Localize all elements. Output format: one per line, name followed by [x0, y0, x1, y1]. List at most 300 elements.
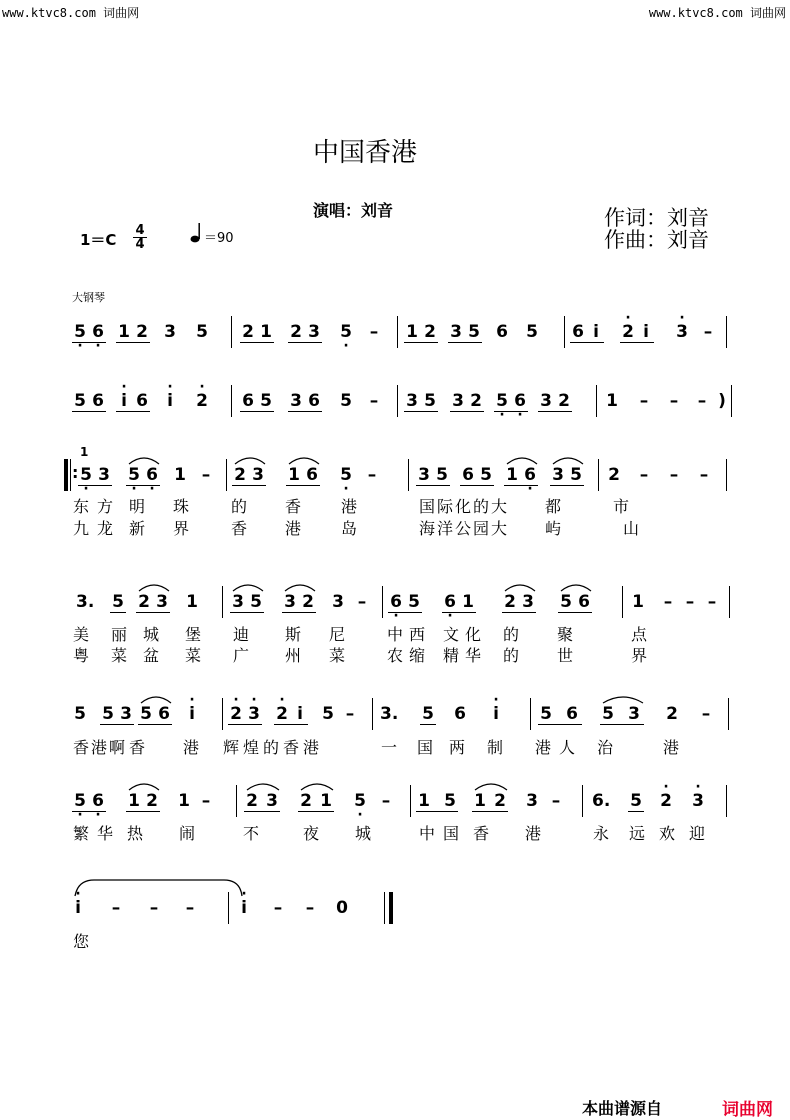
- lyric-char: 斯: [285, 625, 302, 644]
- key-signature: 1＝C: [80, 231, 117, 249]
- note: · i: [162, 391, 178, 411]
- note: 3: [552, 465, 564, 485]
- lyric-char: 香: [285, 497, 302, 516]
- eighth-beam: [136, 612, 170, 613]
- eighth-beam: [126, 811, 160, 812]
- slur-mark: [140, 694, 172, 704]
- note: –: [305, 898, 315, 918]
- note: 3: [540, 391, 552, 411]
- note: –: [357, 592, 367, 612]
- barline: [384, 892, 385, 924]
- note: 2: [234, 465, 246, 485]
- lyric-char: 两: [449, 738, 466, 757]
- lyric-char: 人: [559, 738, 576, 757]
- lyric-char: 夜: [303, 824, 320, 843]
- lyric-char: 化: [465, 625, 482, 644]
- note: 2: [558, 391, 570, 411]
- lyric-char: 聚: [557, 625, 574, 644]
- eighth-beam: [244, 811, 280, 812]
- lyric-char: 山: [623, 519, 640, 538]
- lyric-char: 珠: [173, 497, 190, 516]
- note: 2: [494, 791, 506, 811]
- lyric-char: 丽: [111, 625, 128, 644]
- note: 6 ·: [144, 465, 160, 485]
- barline: [598, 459, 599, 491]
- lyric-char: 华: [465, 646, 482, 665]
- note: 3: [120, 704, 132, 724]
- lyric-char: 国: [417, 738, 434, 757]
- lyric-char: 国: [443, 824, 460, 843]
- note: 1: [118, 322, 130, 342]
- barline: [222, 698, 223, 730]
- lyric-char: 港: [525, 824, 542, 843]
- note: 1: [406, 322, 418, 342]
- lyric-char: 尼: [329, 625, 346, 644]
- eighth-beam: [138, 724, 172, 725]
- lyric-char: 港: [535, 738, 552, 757]
- note: –: [273, 898, 283, 918]
- eighth-beam: [240, 411, 274, 412]
- note: 5: [570, 465, 582, 485]
- lyric-char: 您: [73, 932, 90, 951]
- tie-mark: [74, 878, 244, 898]
- eighth-beam: [230, 612, 264, 613]
- barline: [226, 459, 227, 491]
- note: 6: [572, 322, 584, 342]
- barline: [731, 385, 732, 417]
- lyric-char: 广: [233, 646, 250, 665]
- lyric-char: 园: [473, 519, 490, 538]
- lyric-char: 煌: [243, 738, 260, 757]
- note: 1: [288, 465, 300, 485]
- lyric-char: 点: [631, 625, 648, 644]
- note: 3: [452, 391, 464, 411]
- note: 3: [522, 592, 534, 612]
- barline: [231, 316, 232, 348]
- note: i: [643, 322, 649, 342]
- staff-row-5: [70, 704, 735, 744]
- note: 5: [260, 391, 272, 411]
- lyric-char: 州: [285, 646, 302, 665]
- barline: [596, 385, 597, 417]
- note: 1: [474, 791, 486, 811]
- lyric-char: 西: [409, 625, 426, 644]
- lyric-char: 公: [455, 519, 472, 538]
- slur-mark: [560, 582, 592, 592]
- staff-row-1: [70, 322, 735, 362]
- final-barline: [389, 892, 393, 924]
- lyric-char: 繁: [73, 824, 90, 843]
- eighth-beam: [232, 485, 266, 486]
- lyric-char: 香: [283, 738, 300, 757]
- note: 5: [74, 704, 86, 724]
- lyric-char: 九: [73, 519, 90, 538]
- note: 5: [480, 465, 492, 485]
- lyric-char: 界: [631, 646, 648, 665]
- barline: [726, 785, 727, 817]
- eighth-beam: [110, 612, 126, 613]
- note: 2: [146, 791, 158, 811]
- lyric-char: 一: [381, 738, 398, 757]
- slur-mark: [288, 455, 320, 465]
- note: 5: [444, 791, 456, 811]
- eighth-beam: [298, 811, 334, 812]
- lyric-char: 粤: [73, 646, 90, 665]
- barline: [70, 459, 71, 491]
- barline: [397, 385, 398, 417]
- lyric-char: 盆: [143, 646, 160, 665]
- note: 5: [140, 704, 152, 724]
- note: 5: [74, 391, 86, 411]
- instrument-label: 大钢琴: [72, 291, 105, 304]
- note: 1: [128, 791, 140, 811]
- lyric-char: 屿: [545, 519, 562, 538]
- lyric-char: 市: [613, 497, 630, 516]
- note: 1: [178, 791, 190, 811]
- lyric-char: 港: [663, 738, 680, 757]
- note: 3: [526, 791, 538, 811]
- barline: [530, 698, 531, 730]
- staff-row-2: [70, 391, 735, 431]
- note: 2: [608, 465, 620, 485]
- note: 3: [450, 322, 462, 342]
- note: 2: [246, 791, 258, 811]
- note: 3: [156, 592, 168, 612]
- lyric-char: 界: [173, 519, 190, 538]
- lyric-char: 不: [243, 824, 260, 843]
- eighth-beam: [274, 724, 308, 725]
- lyric-char: 城: [355, 824, 372, 843]
- note: 3: [232, 592, 244, 612]
- note: 5: [424, 391, 436, 411]
- lyric-char: 的: [263, 738, 280, 757]
- note: 1: [606, 391, 618, 411]
- eighth-beam: [460, 485, 494, 486]
- lyric-char: 国: [419, 497, 436, 516]
- eighth-beam: [550, 485, 584, 486]
- note: 6.: [592, 791, 611, 811]
- note: 5: [468, 322, 480, 342]
- note: 2: [470, 391, 482, 411]
- eighth-beam: [286, 485, 320, 486]
- note: 2: [242, 322, 254, 342]
- eighth-beam: [228, 724, 262, 725]
- note: · i: [70, 898, 86, 918]
- barline: [582, 785, 583, 817]
- note: 3: [308, 322, 320, 342]
- slur-mark: [138, 582, 170, 592]
- note: 5: [196, 322, 208, 342]
- lyric-char: 永: [593, 824, 610, 843]
- barline: [564, 316, 565, 348]
- lyric-char: 迎: [689, 824, 706, 843]
- lyric-char: 远: [629, 824, 646, 843]
- lyric-char: 化: [455, 497, 472, 516]
- quarter-note-icon: [190, 222, 204, 248]
- slur-mark: [284, 582, 316, 592]
- note: 6: [578, 592, 590, 612]
- eighth-beam: [282, 612, 316, 613]
- note: 1: [418, 791, 430, 811]
- slur-mark: [300, 781, 334, 791]
- site-logo[interactable]: 词曲网: [722, 1100, 773, 1120]
- note: 3: [628, 704, 640, 724]
- barline: [729, 586, 730, 618]
- note: 6: [496, 322, 508, 342]
- note: –: [669, 465, 679, 485]
- note: 6: [566, 704, 578, 724]
- note: –: [381, 791, 391, 811]
- note: 5: [250, 592, 262, 612]
- note: 6: [158, 704, 170, 724]
- note: 5: [436, 465, 448, 485]
- note: 3: [290, 391, 302, 411]
- note: –: [185, 898, 195, 918]
- source-label: 本曲谱源自: [582, 1099, 663, 1118]
- lyric-char: 港: [285, 519, 302, 538]
- time-signature-bottom: 4: [133, 237, 147, 251]
- lyric-char: 方: [97, 497, 114, 516]
- lyric-char: 菜: [329, 646, 346, 665]
- note: · 2: [228, 704, 244, 724]
- note: 0: [336, 898, 348, 918]
- eighth-beam: [628, 811, 644, 812]
- eighth-beam: [388, 612, 422, 613]
- note: 5: [630, 791, 642, 811]
- note: i: [297, 704, 303, 724]
- lyric-char: 菜: [185, 646, 202, 665]
- lyric-char: 世: [557, 646, 574, 665]
- note: 6: [454, 704, 466, 724]
- note: –: [703, 322, 713, 342]
- note: 1: [462, 592, 474, 612]
- note: 5: [322, 704, 334, 724]
- eighth-beam: [558, 612, 592, 613]
- slur-mark: [506, 455, 538, 465]
- eighth-beam: [78, 485, 112, 486]
- lyric-char: 港: [183, 738, 200, 757]
- eighth-beam: [600, 724, 644, 725]
- barline: [622, 586, 623, 618]
- lyric-char: 大: [491, 497, 508, 516]
- lyric-char: 堡: [185, 625, 202, 644]
- note: · 3: [690, 791, 706, 811]
- eighth-beam: [538, 724, 582, 725]
- lyric-char: 缩: [409, 646, 426, 665]
- note: 6 ·: [512, 391, 528, 411]
- note: 6 ·: [442, 592, 458, 612]
- slur-mark: [232, 582, 264, 592]
- note: 5: [540, 704, 552, 724]
- note: 2: [666, 704, 678, 724]
- lyric-char: 香: [231, 519, 248, 538]
- eighth-beam: [72, 811, 106, 812]
- lyric-char: 都: [545, 497, 562, 516]
- lyric-char: 香: [473, 824, 490, 843]
- staff-row-7: [70, 898, 735, 938]
- note: · 2: [194, 391, 210, 411]
- eighth-beam: [472, 811, 508, 812]
- note: 5: [340, 391, 352, 411]
- slur-mark: [602, 694, 644, 704]
- note: 5: [422, 704, 434, 724]
- tempo-marking: ＝90: [204, 231, 234, 246]
- note: · 2: [620, 322, 636, 342]
- lyric-char: 欢: [659, 824, 676, 843]
- note: 5 ·: [126, 465, 142, 485]
- barline: [410, 785, 411, 817]
- note: –: [551, 791, 561, 811]
- note: –: [707, 592, 717, 612]
- lyric-char: 治: [597, 738, 614, 757]
- note: 2: [504, 592, 516, 612]
- note: 3: [164, 322, 176, 342]
- note: 6: [306, 465, 318, 485]
- note: 6 ·: [388, 592, 404, 612]
- lyric-char: 新: [129, 519, 146, 538]
- lyric-char: 际: [437, 497, 454, 516]
- note: 3: [418, 465, 430, 485]
- volta-number: 1: [80, 445, 89, 459]
- lyric-char: 热: [127, 824, 144, 843]
- lyricist-credit: 作词：刘音: [604, 206, 709, 230]
- note: 5 ·: [352, 791, 368, 811]
- note: 5 ·: [494, 391, 510, 411]
- lyric-char: 香: [129, 738, 146, 757]
- note: –: [639, 391, 649, 411]
- eighth-beam: [620, 342, 654, 343]
- note: 5 ·: [78, 465, 94, 485]
- eighth-beam: [116, 411, 150, 412]
- lyric-char: 闹: [179, 824, 196, 843]
- barline: [372, 698, 373, 730]
- slur-mark: [128, 455, 160, 465]
- lyric-char: 洋: [437, 519, 454, 538]
- note: 1: [174, 465, 186, 485]
- note: 3: [266, 791, 278, 811]
- repeat-close-paren: ): [718, 391, 726, 411]
- note: 3: [98, 465, 110, 485]
- lyric-char: 菜: [111, 646, 128, 665]
- note: –: [369, 322, 379, 342]
- note: 6: [308, 391, 320, 411]
- note: 6: [242, 391, 254, 411]
- note: 5 ·: [338, 465, 354, 485]
- note: 1: [260, 322, 272, 342]
- note: i: [593, 322, 599, 342]
- eighth-beam: [420, 724, 436, 725]
- note: 6 ·: [90, 791, 106, 811]
- note: 3: [284, 592, 296, 612]
- note: 5 ·: [72, 322, 88, 342]
- lyric-char: 城: [143, 625, 160, 644]
- barline: [382, 586, 383, 618]
- eighth-beam: [288, 342, 322, 343]
- note: 2: [300, 791, 312, 811]
- eighth-beam: [502, 612, 536, 613]
- note: –: [699, 465, 709, 485]
- eighth-beam: [72, 411, 106, 412]
- slur-mark: [246, 781, 280, 791]
- lyric-char: 大: [491, 519, 508, 538]
- composer-credit: 作曲：刘音: [604, 228, 709, 252]
- barline: [397, 316, 398, 348]
- slur-mark: [128, 781, 160, 791]
- lyric-char: 明: [129, 497, 146, 516]
- site-watermark-left: www.ktvc8.com 词曲网: [2, 6, 140, 20]
- note: –: [111, 898, 121, 918]
- lyric-char: 岛: [341, 519, 358, 538]
- note: 3: [406, 391, 418, 411]
- note: 2: [136, 322, 148, 342]
- note: –: [201, 465, 211, 485]
- eighth-beam: [116, 342, 150, 343]
- lyric-char: 啊: [109, 738, 126, 757]
- note: 6: [136, 391, 148, 411]
- note: 1: [506, 465, 518, 485]
- note: 3.: [76, 592, 95, 612]
- lyric-char: 辉: [223, 738, 240, 757]
- eighth-beam: [570, 342, 604, 343]
- eighth-beam: [538, 411, 572, 412]
- song-title: 中国香港: [313, 138, 418, 168]
- eighth-beam: [126, 485, 160, 486]
- repeat-start-barline: [64, 459, 68, 491]
- eighth-beam: [72, 342, 106, 343]
- site-watermark-right: www.ktvc8.com 词曲网: [648, 6, 786, 20]
- lyric-char: 海: [419, 519, 436, 538]
- lyric-char: 的: [473, 497, 490, 516]
- lyric-char: 的: [231, 497, 248, 516]
- lyric-char: 农: [387, 646, 404, 665]
- note: 1: [632, 592, 644, 612]
- lyric-char: 中: [387, 625, 404, 644]
- eighth-beam: [100, 724, 134, 725]
- note: · 3: [674, 322, 690, 342]
- note: · i: [184, 704, 200, 724]
- eighth-beam: [450, 411, 484, 412]
- note: 6 ·: [90, 322, 106, 342]
- barline: [222, 586, 223, 618]
- lyric-char: 的: [503, 625, 520, 644]
- lyric-char: 龙: [97, 519, 114, 538]
- note: 3.: [380, 704, 399, 724]
- slur-mark: [234, 455, 266, 465]
- note: 2: [424, 322, 436, 342]
- lyric-char: 的: [503, 646, 520, 665]
- eighth-beam: [416, 485, 450, 486]
- lyric-char: 美: [73, 625, 90, 644]
- note: 5: [112, 592, 124, 612]
- time-signature: [133, 224, 147, 251]
- lyric-char: 制: [487, 738, 504, 757]
- lyric-char: 中: [419, 824, 436, 843]
- note: 6: [92, 391, 104, 411]
- note: · 3: [246, 704, 262, 724]
- note: 5 ·: [338, 322, 354, 342]
- note: 5: [560, 592, 572, 612]
- lyric-char: 港: [91, 738, 108, 757]
- note: –: [701, 704, 711, 724]
- note: –: [201, 791, 211, 811]
- note: 5: [102, 704, 114, 724]
- barline: [408, 459, 409, 491]
- note: 5 ·: [72, 791, 88, 811]
- staff-row-3: [70, 465, 735, 505]
- slur-mark: [552, 455, 584, 465]
- eighth-beam: [494, 411, 528, 412]
- eighth-beam: [416, 811, 458, 812]
